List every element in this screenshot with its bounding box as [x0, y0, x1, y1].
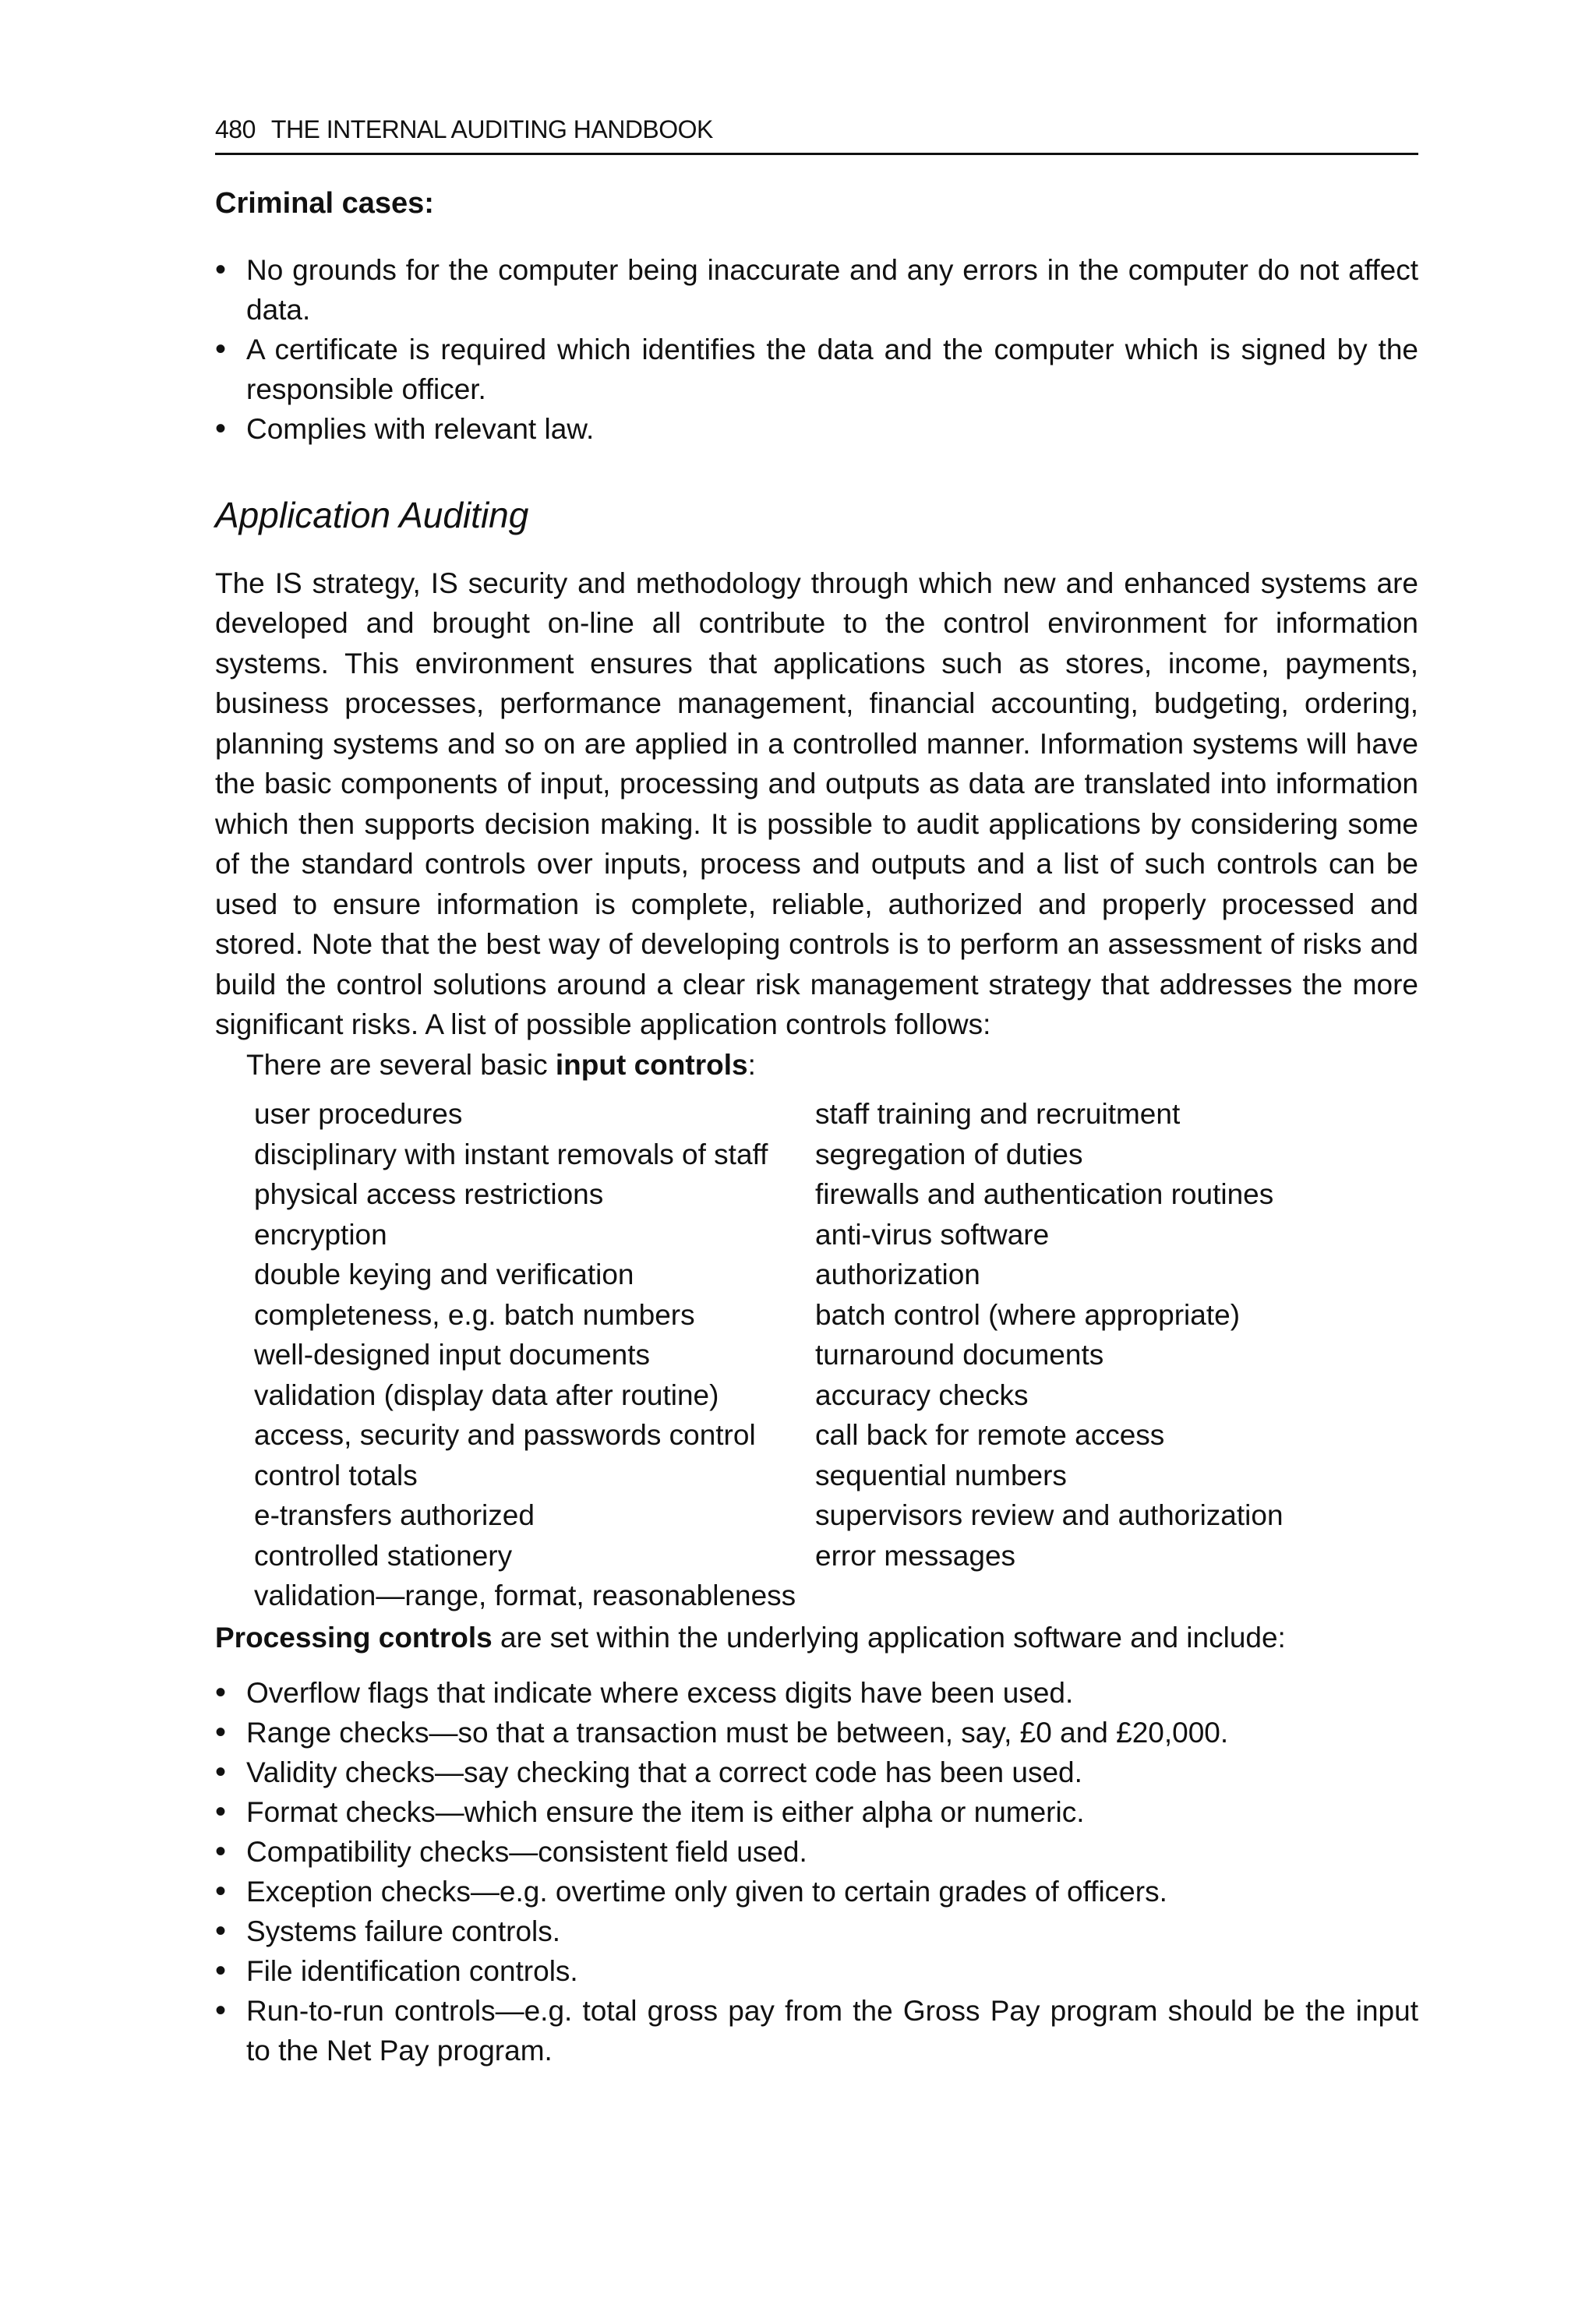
processing-intro-text: are set within the underlying application software and include: [492, 1621, 1286, 1654]
list-item: • Validity checks—say checking that a correct code has been used. [215, 1752, 1418, 1792]
processing-controls-intro [215, 1618, 1418, 1658]
list-item: disciplinary with instant removals of staff [254, 1138, 768, 1170]
input-controls-intro [215, 1045, 1418, 1085]
list-item: error messages [815, 1539, 1016, 1572]
list-item: • Systems failure controls. [215, 1911, 1418, 1951]
input-controls-right-column [815, 1094, 1423, 1616]
list-item: access, security and passwords control [254, 1419, 756, 1452]
list-item: turnaround documents [815, 1339, 1104, 1371]
list-item: physical access restrictions [254, 1178, 604, 1211]
section-heading: Application Auditing [215, 494, 529, 535]
list-item: user procedures [254, 1098, 463, 1131]
list-item: call back for remote access [815, 1419, 1165, 1452]
list-item: • No grounds for the computer being inaccurate and any errors in the computer do not affect data. [215, 250, 1418, 330]
page [215, 117, 1418, 2070]
list-item: • File identification controls. [215, 1951, 1418, 1991]
list-item: staff training and recruitment [815, 1098, 1181, 1131]
list-item: • Compatibility checks—consistent field used. [215, 1832, 1418, 1872]
list-item: validation—range, format, reasonableness [254, 1580, 796, 1612]
list-item: batch control (where appropriate) [815, 1298, 1241, 1331]
processing-controls-list [215, 1673, 1418, 2070]
criminal-cases-list [215, 250, 1418, 449]
list-item: double keying and verification [254, 1258, 634, 1291]
list-item: encryption [254, 1218, 387, 1251]
list-item: • Complies with relevant law. [215, 409, 1418, 449]
book-title: THE INTERNAL AUDITING HANDBOOK [270, 115, 713, 143]
list-item: well-designed input documents [254, 1339, 651, 1371]
list-item: • Format checks—which ensure the item is either alpha or numeric. [215, 1792, 1418, 1832]
intro-colon: : [747, 1048, 756, 1081]
list-item: firewalls and authentication routines [815, 1178, 1274, 1211]
criminal-cases-label: Criminal cases: [215, 187, 434, 220]
list-item: accuracy checks [815, 1378, 1029, 1411]
list-item: • Run-to-run controls—e.g. total gross pay from the Gross Pay program should be the input to the Net Pay program. [215, 1991, 1418, 2070]
list-item: • A certificate is required which identifies the data and the computer which is signed by the responsible officer. [215, 330, 1418, 409]
running-head [215, 117, 1418, 155]
list-item: validation (display data after routine) [254, 1378, 719, 1411]
list-item: e-transfers authorized [254, 1499, 535, 1532]
list-item: sequential numbers [815, 1459, 1067, 1491]
processing-bold-term: Processing controls [215, 1621, 493, 1654]
list-item: authorization [815, 1258, 980, 1291]
intro-bold-term: input controls [555, 1048, 748, 1081]
page-number: 480 [215, 115, 256, 143]
list-item: anti-virus software [815, 1218, 1050, 1251]
list-item: • Exception checks—e.g. overtime only given to certain grades of officers. [215, 1872, 1418, 1911]
list-item: supervisors review and authorization [815, 1499, 1284, 1532]
intro-text: There are several basic [246, 1048, 556, 1081]
input-controls-table [215, 1094, 1418, 1616]
list-item: control totals [254, 1459, 418, 1491]
list-item: • Range checks—so that a transaction must be between, say, £0 and £20,000. [215, 1713, 1418, 1752]
list-item: segregation of duties [815, 1138, 1083, 1170]
list-item: • Overflow flags that indicate where excess digits have been used. [215, 1673, 1418, 1713]
list-item: controlled stationery [254, 1539, 513, 1572]
body-paragraph: The IS strategy, IS security and methodology through which new and enhanced systems are developed and brought on-line all contribute to the control environment for information systems. This environment ensures that applications such as stores, income, payments, business processes, performance management, financial accounting, budgeting, ordering, planning systems and so on are applied in a controlled manner. Information systems will have the basic components of input, processing and outputs as data are translated into information which then supports decision making. It is possible to audit applications by considering some of the standard controls over inputs, process and outputs and a list of such controls can be used to ensure information is complete, reliable, authorized and properly processed and stored. Note that the best way of developing controls is to perform an assessment of risks and build the control solutions around a clear risk management strategy that addresses the more significant risks. A list of possible application controls follows: [215, 567, 1418, 1041]
input-controls-left-column [254, 1094, 815, 1616]
list-item: completeness, e.g. batch numbers [254, 1298, 695, 1331]
